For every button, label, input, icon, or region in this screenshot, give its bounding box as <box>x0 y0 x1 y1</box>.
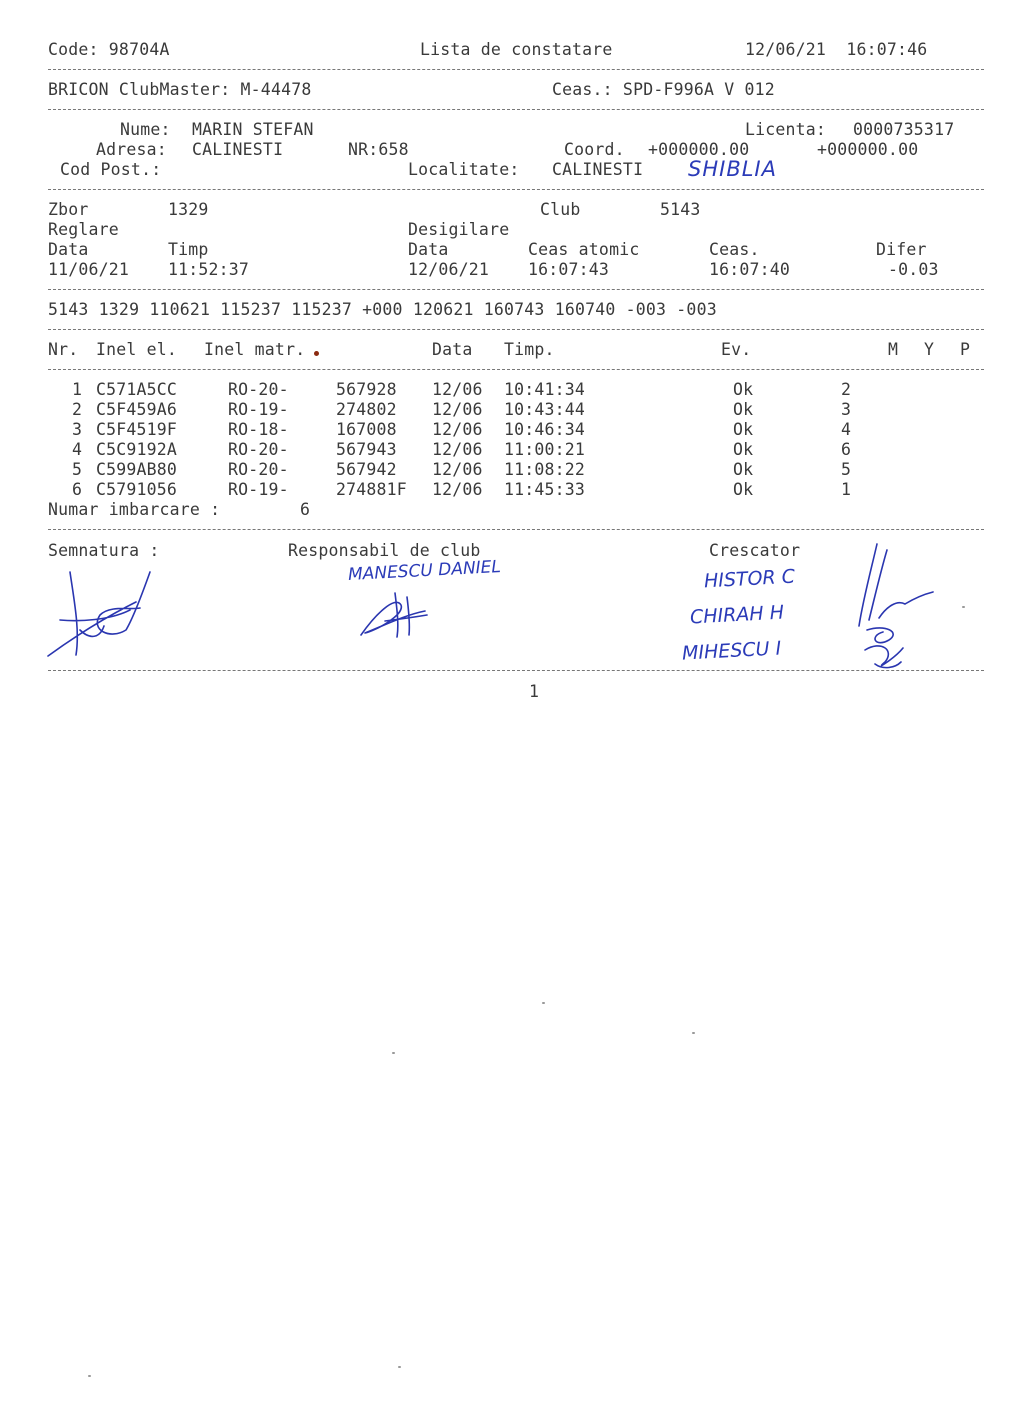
event-status: Ok <box>733 420 754 439</box>
divider <box>48 329 984 330</box>
reglare-label: Reglare <box>48 220 119 239</box>
clock-time: 16:07:40 <box>709 260 791 279</box>
handwritten-breeder-name: HISTOR C <box>703 565 796 593</box>
ring-prefix: RO-18- <box>228 420 289 439</box>
electronic-ring: C5791056 <box>96 480 178 499</box>
col-header-data: Data <box>432 340 473 359</box>
name-label: Nume: <box>120 120 171 139</box>
col-header-ev: Ev. <box>721 340 752 359</box>
print-datetime: 12/06/21 16:07:46 <box>745 40 928 59</box>
address-label: Adresa: <box>96 140 167 159</box>
electronic-ring: C5F4519F <box>96 420 178 439</box>
license-number: 0000735317 <box>853 120 955 139</box>
atomic-time: 16:07:43 <box>528 260 610 279</box>
scan-speck <box>88 1375 91 1377</box>
difference-value: -0.03 <box>888 260 939 279</box>
ring-number: 167008 <box>336 420 397 439</box>
event-status: Ok <box>733 480 754 499</box>
handwritten-breeder-name: CHIRAH H <box>689 601 785 629</box>
signature-label: Semnatura : <box>48 541 160 560</box>
divider <box>48 109 984 110</box>
position-value: 6 <box>841 440 852 459</box>
event-status: Ok <box>733 400 754 419</box>
boarding-count-label: Numar imbarcare : <box>48 500 221 519</box>
row-number: 2 <box>72 400 83 419</box>
ring-number: 567928 <box>336 380 397 399</box>
breeder-signature <box>845 540 940 680</box>
scan-speck <box>542 1002 545 1004</box>
electronic-ring: C599AB80 <box>96 460 178 479</box>
ring-prefix: RO-20- <box>228 460 289 479</box>
zbor-value: 1329 <box>168 200 209 219</box>
electronic-ring: C571A5CC <box>96 380 178 399</box>
row-number: 1 <box>72 380 83 399</box>
desigilare-label: Desigilare <box>408 220 510 239</box>
summary-code-line: 5143 1329 110621 115237 115237 +000 120621 160743 160740 -003 -003 <box>48 300 717 319</box>
locality-label: Localitate: <box>408 160 520 179</box>
col-header-inel-el: Inel el. <box>96 340 178 359</box>
divider <box>48 289 984 290</box>
row-number: 4 <box>72 440 83 459</box>
code-label: Code: 98704A <box>48 40 170 59</box>
fancier-name: MARIN STEFAN <box>192 120 314 139</box>
unsealing-date: 12/06/21 <box>408 260 490 279</box>
handwritten-breeder-name: MIHESCU I <box>681 637 782 665</box>
handwritten-locality: SHIBLIA <box>688 157 777 181</box>
divider <box>48 189 984 190</box>
position-value: 3 <box>841 400 852 419</box>
coord-longitude: +000000.00 <box>817 140 919 159</box>
event-status: Ok <box>733 440 754 459</box>
event-status: Ok <box>733 460 754 479</box>
divider <box>48 529 984 530</box>
club-label: Club <box>540 200 581 219</box>
row-number: 5 <box>72 460 83 479</box>
col-header-m: M <box>888 340 899 359</box>
timp-label: Timp <box>168 240 209 259</box>
ink-spot <box>314 351 319 356</box>
coord-label: Coord. <box>564 140 625 159</box>
arrival-date: 12/06 <box>432 420 483 439</box>
address-number: NR:658 <box>348 140 409 159</box>
arrival-time: 10:41:34 <box>504 380 586 399</box>
document-title: Lista de constatare <box>420 40 613 59</box>
fancier-signature <box>40 560 160 670</box>
boarding-count: 6 <box>300 500 311 519</box>
arrival-date: 12/06 <box>432 380 483 399</box>
arrival-time: 11:45:33 <box>504 480 586 499</box>
license-label: Licenta: <box>745 120 827 139</box>
divider <box>48 369 984 370</box>
position-value: 1 <box>841 480 852 499</box>
setting-date: 11/06/21 <box>48 260 130 279</box>
page-number: 1 <box>529 682 540 701</box>
divider <box>48 69 984 70</box>
difference-label: Difer <box>876 240 927 259</box>
scan-speck <box>398 1366 401 1368</box>
arrival-time: 11:08:22 <box>504 460 586 479</box>
clock-model: Ceas.: SPD-F996A V 012 <box>552 80 775 99</box>
row-number: 6 <box>72 480 83 499</box>
col-header-nr: Nr. <box>48 340 79 359</box>
electronic-ring: C5F459A6 <box>96 400 178 419</box>
row-number: 3 <box>72 420 83 439</box>
scan-speck <box>692 1032 695 1034</box>
club-responsible-label: Responsabil de club <box>288 541 481 560</box>
coord-latitude: +000000.00 <box>648 140 750 159</box>
zbor-label: Zbor <box>48 200 89 219</box>
ring-number: 274802 <box>336 400 397 419</box>
event-status: Ok <box>733 380 754 399</box>
setting-time: 11:52:37 <box>168 260 250 279</box>
position-value: 2 <box>841 380 852 399</box>
col-header-p: P <box>960 340 971 359</box>
software-version: BRICON ClubMaster: M-44478 <box>48 80 312 99</box>
arrival-time: 10:46:34 <box>504 420 586 439</box>
ring-number: 274881F <box>336 480 407 499</box>
ring-number: 567943 <box>336 440 397 459</box>
ring-number: 567942 <box>336 460 397 479</box>
electronic-ring: C5C9192A <box>96 440 178 459</box>
scan-speck <box>962 606 965 608</box>
arrival-time: 11:00:21 <box>504 440 586 459</box>
address-value: CALINESTI <box>192 140 284 159</box>
data-label: Data <box>48 240 89 259</box>
club-responsible-signature <box>355 585 435 645</box>
breeder-label: Crescator <box>709 541 801 560</box>
locality-value: CALINESTI <box>552 160 644 179</box>
arrival-date: 12/06 <box>432 480 483 499</box>
arrival-date: 12/06 <box>432 400 483 419</box>
ring-prefix: RO-20- <box>228 380 289 399</box>
arrival-date: 12/06 <box>432 440 483 459</box>
col-header-timp: Timp. <box>504 340 555 359</box>
ring-prefix: RO-19- <box>228 400 289 419</box>
handwritten-responsible-name: MANESCU DANIEL <box>347 557 502 585</box>
ring-prefix: RO-20- <box>228 440 289 459</box>
clock-label: Ceas. <box>709 240 760 259</box>
postcode-label: Cod Post.: <box>60 160 162 179</box>
club-value: 5143 <box>660 200 701 219</box>
position-value: 5 <box>841 460 852 479</box>
col-header-inel-matr: Inel matr. <box>204 340 306 359</box>
arrival-time: 10:43:44 <box>504 400 586 419</box>
scan-speck <box>392 1052 395 1054</box>
divider <box>48 670 984 671</box>
arrival-date: 12/06 <box>432 460 483 479</box>
col-header-y: Y <box>924 340 935 359</box>
position-value: 4 <box>841 420 852 439</box>
data-label-2: Data <box>408 240 449 259</box>
ring-prefix: RO-19- <box>228 480 289 499</box>
atomic-clock-label: Ceas atomic <box>528 240 640 259</box>
